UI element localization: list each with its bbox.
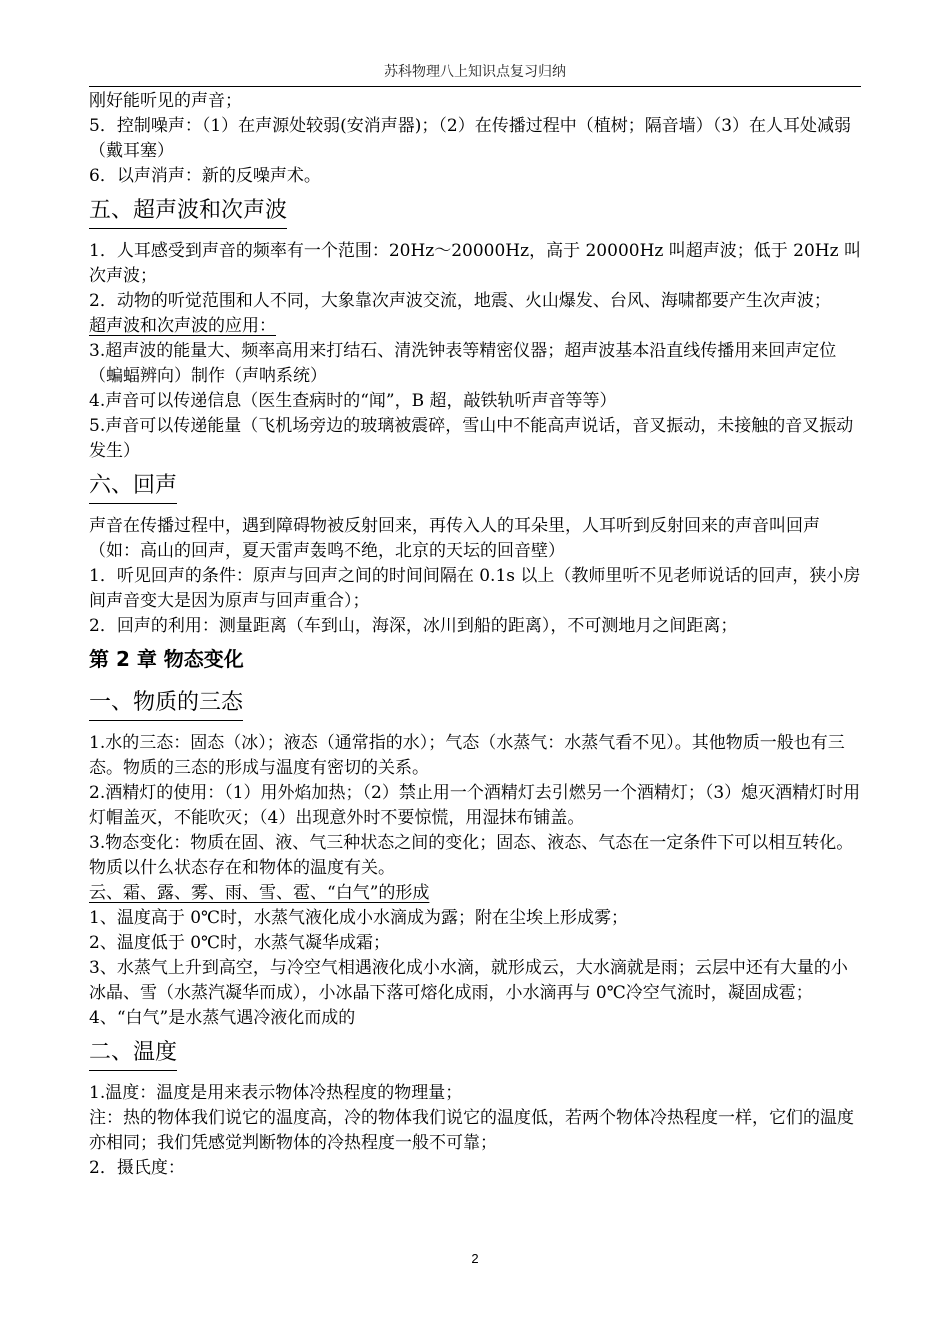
paragraph: 2．回声的利用：测量距离（车到山，海深，冰川到船的距离），不可测地月之间距离；	[89, 616, 738, 636]
paragraph: 3.超声波的能量大、频率高用来打结石、清洗钟表等精密仪器；超声波基本沿直线传播用来回声定位（蝙蝠辨向）制作（声呐系统）	[89, 341, 837, 386]
paragraph: 注：热的物体我们说它的温度高，冷的物体我们说它的温度低，若两个物体冷热程度一样，它们的温度亦相同；我们凭感觉判断物体的冷热程度一般不可靠；	[89, 1108, 854, 1153]
page-number: 2	[471, 1251, 479, 1266]
paragraph: 1.水的三态：固态（冰）；液态（通常指的水）；气态（水蒸气：水蒸气看不见）。其他物质一般也有三态。物质的三态的形成与温度有密切的关系。	[89, 733, 845, 778]
page-header: 苏科物理八上知识点复习归纳	[89, 62, 861, 87]
paragraph: 2.酒精灯的使用：（1）用外焰加热；（2）禁止用一个酒精灯去引燃另一个酒精灯；（3）熄灭酒精灯时用灯帽盖灭，不能吹灭；（4）出现意外时不要惊慌，用湿抹布铺盖。	[89, 783, 861, 828]
section-heading-ultrasound: 五、超声波和次声波	[89, 197, 287, 229]
subheading-weather-formation: 云、霜、露、雾、雨、雪、雹、“白气”的形成	[89, 883, 430, 903]
chapter-heading: 第 2 章 物态变化	[89, 647, 244, 671]
paragraph: 6．以声消声：新的反噪声术。	[89, 166, 321, 186]
paragraph: 1．听见回声的条件：原声与回声之间的时间间隔在 0.1s 以上（教师里听不见老师说话的回声，狭小房间声音变大是因为原声与回声重合）；	[89, 566, 861, 611]
paragraph: 刚好能听见的声音；	[89, 91, 242, 111]
section-heading-three-states: 一、物质的三态	[89, 689, 243, 721]
subheading-applications: 超声波和次声波的应用：	[89, 316, 276, 336]
section-heading-temperature: 二、温度	[89, 1039, 177, 1071]
paragraph: 1．人耳感受到声音的频率有一个范围：20Hz～20000Hz，高于 20000Hz 叫超声波；低于 20Hz 叫次声波；	[89, 241, 861, 286]
paragraph: 4.声音可以传递信息（医生查病时的“闻”，B 超，敲铁轨听声音等等）	[89, 391, 617, 411]
paragraph: 3、水蒸气上升到高空，与冷空气相遇液化成小水滴，就形成云，大水滴就是雨；云层中还有大量的小冰晶、雪（水蒸汽凝华而成），小冰晶下落可熔化成雨，小水滴再与 0℃冷空气流时，凝固成雹；	[89, 958, 848, 1003]
paragraph: 2．动物的听觉范围和人不同，大象靠次声波交流，地震、火山爆发、台风、海啸都要产生次声波；	[89, 291, 831, 311]
paragraph: 5.声音可以传递能量（飞机场旁边的玻璃被震碎，雪山中不能高声说话，音叉振动，未接触的音叉振动发生）	[89, 416, 854, 461]
section-heading-echo: 六、回声	[89, 472, 177, 504]
paragraph: 2．摄氏度：	[89, 1158, 185, 1178]
paragraph: 1、温度高于 0℃时，水蒸气液化成小水滴成为露；附在尘埃上形成雾；	[89, 908, 629, 928]
paragraph: 2、温度低于 0℃时，水蒸气凝华成霜；	[89, 933, 391, 953]
paragraph: 3.物态变化：物质在固、液、气三种状态之间的变化；固态、液态、气态在一定条件下可以相互转化。物质以什么状态存在和物体的温度有关。	[89, 833, 854, 878]
paragraph: 声音在传播过程中，遇到障碍物被反射回来，再传入人的耳朵里，人耳听到反射回来的声音叫回声（如：高山的回声，夏天雷声轰鸣不绝，北京的天坛的回音壁）	[89, 516, 820, 561]
paragraph: 1.温度：温度是用来表示物体冷热程度的物理量；	[89, 1083, 463, 1103]
document-body	[89, 89, 861, 1181]
paragraph: 4、“白气”是水蒸气遇冷液化而成的	[89, 1008, 356, 1028]
paragraph: 5．控制噪声：（1）在声源处较弱(安消声器)；（2）在传播过程中（植树；隔音墙）（3）在人耳处减弱（戴耳塞）	[89, 116, 852, 161]
document-page	[89, 62, 861, 1181]
